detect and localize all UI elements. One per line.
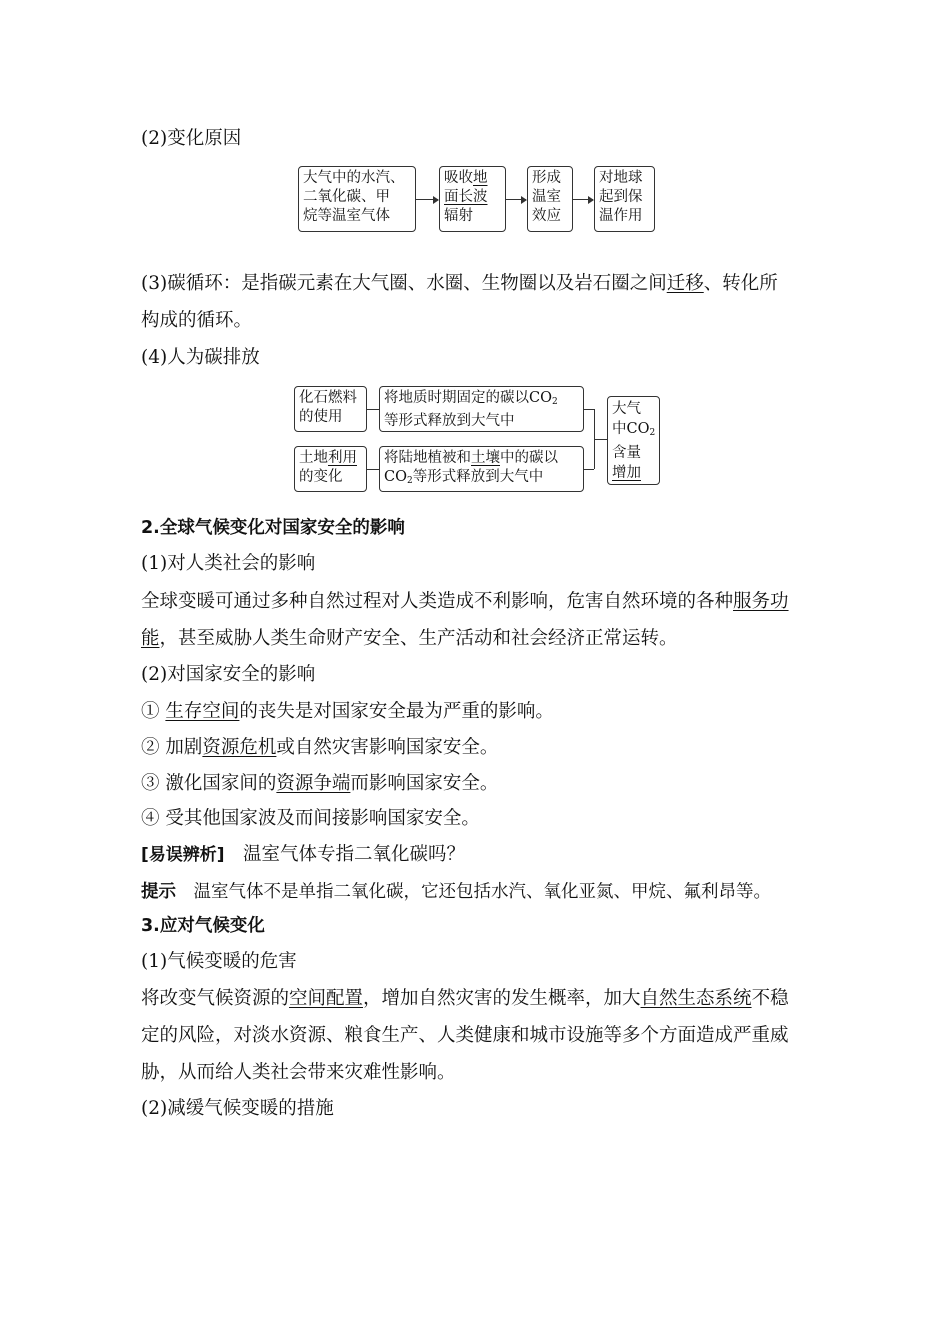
security-item-3: ③ 激化国家间的资源争端而影响国家安全。 xyxy=(141,773,499,794)
hazards-line2: 定的风险，对淡水资源、粮食生产、人类健康和城市设施等多个方面造成严重威 xyxy=(141,1025,789,1046)
flow1-box1-line1: 大气中的水汽、 xyxy=(303,170,405,186)
heading-mitigation-measures: (2)减缓气候变暖的措施 xyxy=(141,1098,334,1119)
flow2-boxD-line2a: CO xyxy=(384,469,407,485)
error-analysis-label: [易误辨析] xyxy=(141,845,225,865)
impact-society-line2: 能，甚至威胁人类生命财产安全、生产活动和社会经济正常运转。 xyxy=(141,628,678,649)
flow2-land-use-box xyxy=(294,446,367,492)
flow1-absorb-box xyxy=(439,166,506,232)
flow1-greenhouse-gases-box xyxy=(298,166,416,232)
flow1-box3-line3: 效应 xyxy=(532,208,561,224)
heading-warming-hazards: (1)气候变暖的危害 xyxy=(141,951,297,972)
flow2-boxD-line2b: 等形式释放到大气中 xyxy=(412,469,544,485)
flow2-vegetation-soil-box xyxy=(379,446,584,492)
flow2-boxB-sub: 2 xyxy=(551,397,558,407)
flow2-fossil-fuel-box xyxy=(294,386,367,432)
error-analysis-question: 温室气体专指二氧化碳吗？ xyxy=(224,844,466,865)
flow2-boxD-line1b: 中的碳以 xyxy=(500,450,558,466)
flow1-box3-line1: 形成 xyxy=(532,170,561,186)
underline-resource-crisis: 资源危机 xyxy=(202,737,277,758)
flow2-join-bottom xyxy=(584,469,594,470)
hazards-line1: 将改变气候资源的空间配置，增加自然灾害的发生概率，加大自然生态系统不稳 xyxy=(141,988,789,1009)
flow2-boxA-line2: 的使用 xyxy=(299,409,343,425)
tip-text: 温室气体不是单指二氧化碳，它还包括水汽、氧化亚氮、甲烷、氟利昂等。 xyxy=(176,882,771,902)
flow1-box4-line2: 起到保 xyxy=(599,189,643,205)
flow2-boxD-line1a: 将陆地植被和 xyxy=(384,450,471,466)
impact-society-line1: 全球变暖可通过多种自然过程对人类造成不利影响，危害自然环境的各种服务功 xyxy=(141,591,789,612)
flow1-greenhouse-effect-box xyxy=(527,166,573,232)
flow1-box4-line1: 对地球 xyxy=(599,170,643,186)
heading-impact-security: (2)对国家安全的影响 xyxy=(141,664,316,685)
flow2-join-top xyxy=(584,409,594,410)
error-analysis xyxy=(141,843,465,867)
flow1-arrow-3 xyxy=(573,199,593,200)
flow2-geologic-carbon-box xyxy=(379,386,584,432)
section2-title: 2.全球气候变化对国家安全的影响 xyxy=(141,518,405,538)
tip-line xyxy=(141,880,771,904)
tip-label: 提示 xyxy=(141,882,176,902)
underline-service-function-2: 能 xyxy=(141,628,160,649)
flow1-box3-line2: 温室 xyxy=(532,189,561,205)
flow2-boxA-line1: 化石燃料 xyxy=(299,390,357,406)
security-item-2: ② 加剧资源危机或自然灾害影响国家安全。 xyxy=(141,737,499,758)
underline-resource-dispute: 资源争端 xyxy=(276,773,351,794)
flow1-box2-underline1: 地 xyxy=(473,170,488,186)
underline-living-space: 生存空间 xyxy=(165,701,240,722)
flow1-arrow-1 xyxy=(416,199,438,200)
flow2-result-line2: 中CO xyxy=(612,421,650,437)
security-item-4: ④ 受其他国家波及而间接影响国家安全。 xyxy=(141,808,480,829)
flow2-boxC-line2: 的变化 xyxy=(299,469,343,485)
flow1-box2-line1: 吸收 xyxy=(444,170,473,186)
security-item-1: ① 生存空间的丧失是对国家安全最为严重的影响。 xyxy=(141,701,554,722)
flow1-box4-line3: 温作用 xyxy=(599,208,643,224)
flow2-connector-c xyxy=(367,469,379,470)
flow2-co2-increase-box xyxy=(607,396,660,485)
carbon-cycle-line2: 构成的循环。 xyxy=(141,310,253,331)
flow2-boxC-line1: 土地 xyxy=(299,450,328,466)
flow1-box2-line3: 辐射 xyxy=(444,208,473,224)
flow1-box1-line2: 二氧化碳、甲 xyxy=(303,189,390,205)
flow1-arrow-2 xyxy=(506,199,526,200)
heading-human-emissions: (4)人为碳排放 xyxy=(141,347,260,368)
flow1-box1-line3: 烷等温室气体 xyxy=(303,208,390,224)
flow2-join-out xyxy=(594,439,607,440)
heading-change-causes: (2)变化原因 xyxy=(141,128,242,149)
flow2-boxC-underline: 利用 xyxy=(328,450,357,466)
underline-service-function-1: 服务功 xyxy=(733,591,789,612)
flow2-result-sub: 2 xyxy=(649,428,656,438)
underline-natural-ecosystem: 自然生态系统 xyxy=(640,988,752,1009)
flow1-box2-line2: 面长波 xyxy=(444,189,488,205)
flow1-insulation-box xyxy=(594,166,655,232)
flow2-connector-a xyxy=(367,409,379,410)
flow2-boxB-line2: 等形式释放到大气中 xyxy=(384,413,515,429)
flow2-result-line4: 增加 xyxy=(612,465,641,481)
flow2-result-line3: 含量 xyxy=(612,445,641,461)
hazards-line3: 胁，从而给人类社会带来灾难性影响。 xyxy=(141,1062,456,1083)
underline-spatial-allocation: 空间配置 xyxy=(289,988,364,1009)
heading-impact-society: (1)对人类社会的影响 xyxy=(141,553,316,574)
flow2-boxD-underline: 土壤 xyxy=(471,450,500,466)
flow2-result-line1: 大气 xyxy=(612,401,641,417)
flow2-boxB-line1: 将地质时期固定的碳以CO xyxy=(384,390,552,406)
underline-migration: 迁移 xyxy=(666,273,704,294)
carbon-cycle-line1: (3)碳循环：是指碳元素在大气圈、水圈、生物圈以及岩石圈之间迁移、转化所 xyxy=(141,273,778,294)
flow2-boxD-sub: 2 xyxy=(406,476,413,486)
section3-title: 3.应对气候变化 xyxy=(141,916,265,936)
